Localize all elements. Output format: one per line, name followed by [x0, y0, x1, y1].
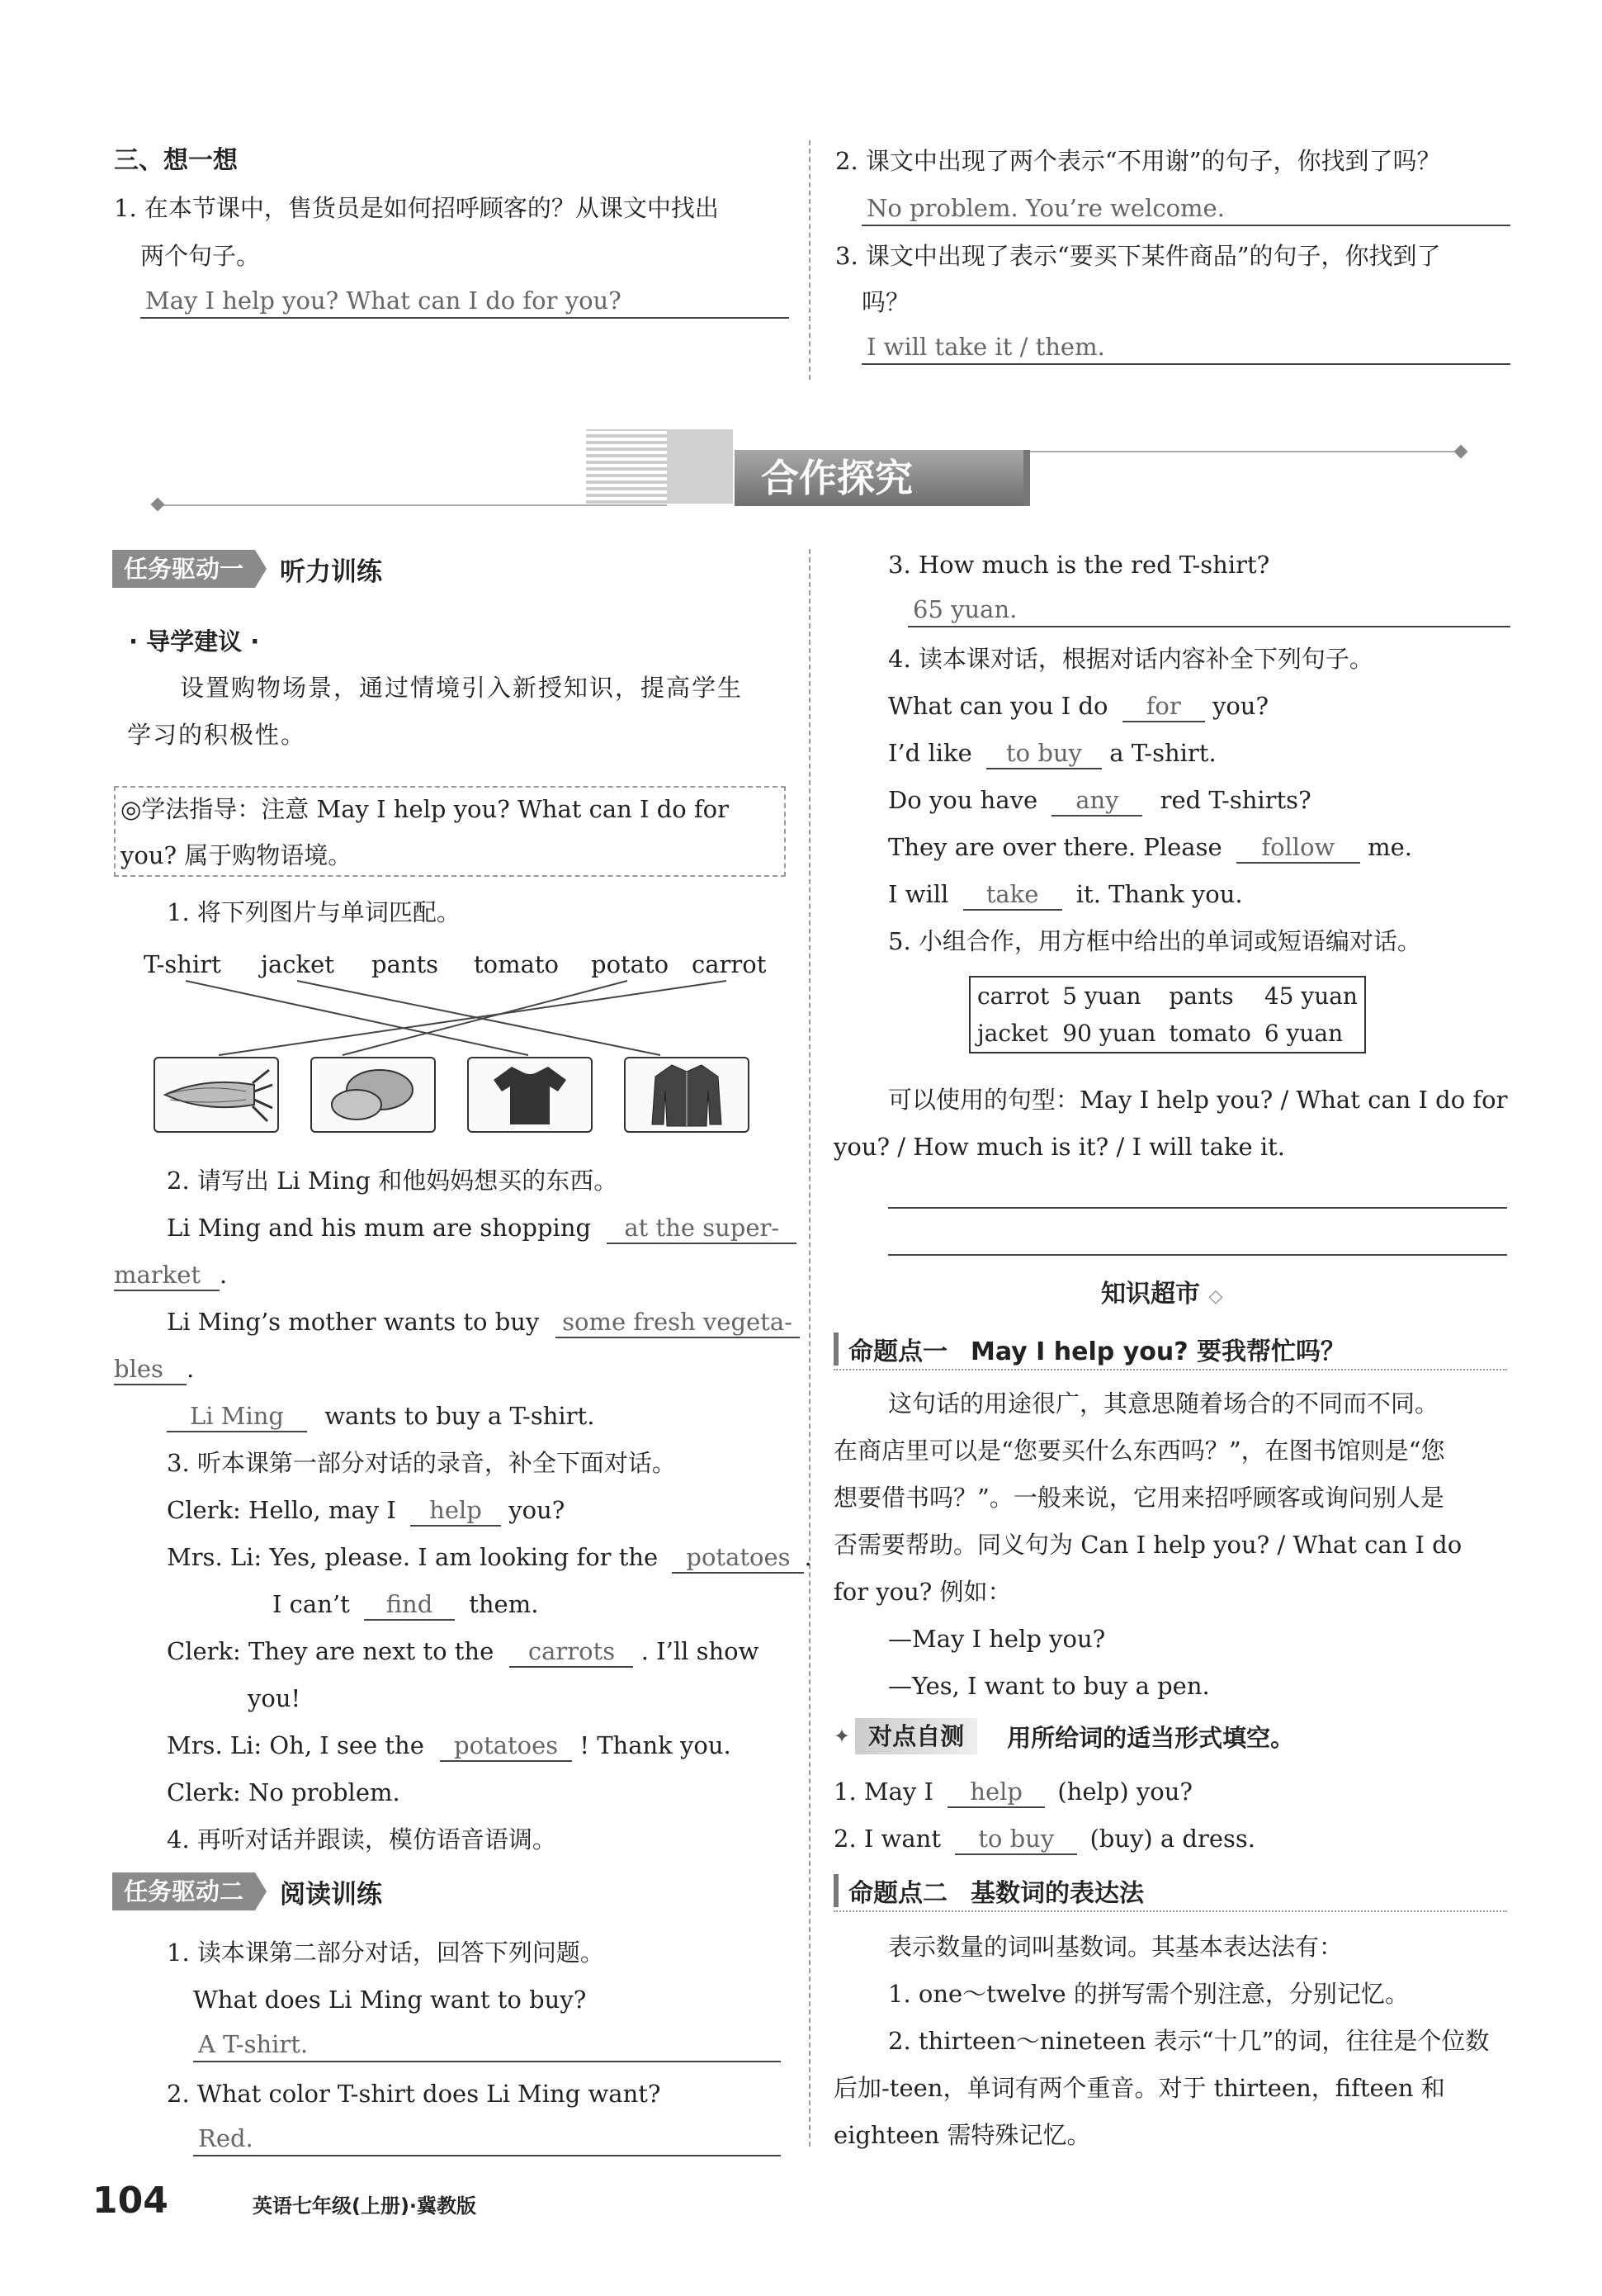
word-tshirt: T-shirt — [144, 950, 221, 978]
page-number: 104 — [92, 2180, 168, 2222]
answer-blank: to buy — [955, 1824, 1077, 1855]
answer-blank: find — [364, 1589, 455, 1621]
writing-line — [888, 1254, 1507, 1256]
kp1-paragraph: for you? 例如： — [834, 1578, 1012, 1606]
dialogue-text: . I’ll show — [640, 1637, 759, 1665]
dialogue-text: Mrs. Li: Yes, please. I am looking for the — [167, 1543, 659, 1571]
word-box-cell: carrot — [977, 982, 1050, 1010]
carrot-icon — [155, 1058, 277, 1131]
check-title: 用所给词的适当形式填空。 — [1007, 1723, 1295, 1752]
question-2: 2. 课文中出现了两个表示“不用谢”的句子，你找到了吗？ — [835, 147, 1441, 175]
sentence-text: Li Ming’s mother wants to buy — [167, 1308, 540, 1336]
check-text: (buy) a dress. — [1089, 1825, 1256, 1853]
fill-text: me. — [1368, 833, 1412, 861]
method-text-2: you? 属于购物语境。 — [121, 841, 352, 869]
reading-a2: Red. — [193, 2122, 781, 2156]
dialogue-line-1 — [167, 1494, 565, 1527]
group-question: 5. 小组合作，用方框中给出的单词或短语编对话。 — [888, 927, 1421, 955]
dialogue-text: ! Thank you. — [579, 1731, 731, 1759]
patterns-line-1: 可以使用的句型：May I help you? / What can I do for — [888, 1086, 1508, 1114]
shopping-question: 2. 请写出 Li Ming 和他妈妈想买的东西。 — [167, 1167, 618, 1195]
tshirt-image — [467, 1057, 593, 1133]
answer-blank: potatoes — [672, 1542, 804, 1574]
word-box-cell: pants — [1169, 982, 1234, 1010]
word-box — [969, 976, 1366, 1053]
kp1-header — [834, 1329, 1507, 1370]
kp1-paragraph: 想要借书吗？”。一般来说，它用来招呼顾客或询问别人是 — [834, 1484, 1444, 1512]
check-text: 2. I want — [834, 1825, 942, 1853]
kp1-text: May I help you? 要我帮忙吗？ — [971, 1337, 1346, 1366]
kp2-paragraph: eighteen 需特殊记忆。 — [834, 2121, 1091, 2149]
answer-blank: some fresh vegeta- — [555, 1307, 800, 1338]
fill-line-5 — [888, 878, 1243, 911]
answer-blank: follow — [1236, 832, 1360, 864]
kp1-paragraph: 这句话的用途很广，其意思随着场合的不同而不同。 — [888, 1389, 1439, 1418]
word-potato: potato — [591, 950, 669, 978]
word-box-cell: 90 yuan — [1062, 1020, 1156, 1047]
task2-title: 阅读训练 — [280, 1879, 383, 1910]
guide-text-2: 学习的积极性。 — [127, 721, 307, 749]
question-1-cont: 两个句子。 — [140, 242, 261, 270]
dialogue-line-5 — [167, 1729, 731, 1762]
fill-line-4 — [888, 831, 1412, 864]
reading-question: 1. 读本课第二部分对话，回答下列问题。 — [167, 1939, 604, 1967]
fill-text: red T-shirts? — [1160, 786, 1311, 814]
dialogue-line-3 — [272, 1588, 538, 1621]
dialogue-text: I can’t — [272, 1590, 350, 1618]
book-title: 英语七年级(上册)·冀教版 — [253, 2194, 477, 2218]
dialogue-question: 3. 听本课第一部分对话的录音，补全下面对话。 — [167, 1449, 676, 1477]
kp2-paragraph: 后加-teen，单词有两个重音。对于 thirteen，fifteen 和 — [834, 2074, 1445, 2102]
answer-blank: help — [947, 1777, 1045, 1808]
dialogue-text: them. — [469, 1590, 539, 1618]
fill-text: They are over there. Please — [888, 833, 1222, 861]
fill-text: you? — [1212, 692, 1269, 720]
dialogue-text: Mrs. Li: Oh, I see the — [167, 1731, 424, 1759]
dialogue-line-2: Mrs. Li: Yes, please. I am looking for the potatoes . — [167, 1541, 812, 1574]
answer-3: I will take it / them. — [862, 330, 1510, 365]
kp1-paragraph: 否需要帮助。同义句为 Can I help you? / What can I do — [834, 1531, 1463, 1559]
kp2-paragraph: 表示数量的词叫基数词。其基本表达法有： — [888, 1933, 1344, 1961]
word-carrot: carrot — [692, 950, 767, 978]
word-box-cell: 45 yuan — [1264, 982, 1358, 1010]
diamond-icon: ◇ — [1208, 1286, 1223, 1307]
method-text-1: ◎学法指导：注意 May I help you? What can I do for — [121, 795, 730, 823]
arrow-icon — [255, 1872, 267, 1910]
potato-icon — [312, 1058, 434, 1131]
answer-blank: to buy — [986, 738, 1102, 769]
knowledge-title-text: 知识超市 — [1101, 1280, 1200, 1309]
kp2-text: 基数词的表达法 — [971, 1879, 1144, 1908]
fill-line-3 — [888, 783, 1311, 817]
match-question: 1. 将下列图片与单词匹配。 — [167, 898, 461, 926]
dialogue-line-6: Clerk: No problem. — [167, 1778, 400, 1806]
kp2-paragraph: 2. thirteen～nineteen 表示“十几”的词，往往是个位数 — [888, 2027, 1490, 2055]
fill-text: it. Thank you. — [1075, 880, 1243, 908]
shopping-line-2 — [167, 1305, 800, 1338]
question-3: 3. 课文中出现了表示“要买下某件商品”的句子，你找到了 — [835, 242, 1441, 270]
writing-line — [888, 1207, 1507, 1209]
dialogue-line-4 — [167, 1635, 758, 1668]
fill-text: I’d like — [888, 739, 972, 767]
tshirt-icon — [469, 1058, 591, 1131]
question-3-cont: 吗？ — [862, 288, 910, 316]
answer-blank: market — [114, 1260, 220, 1291]
kp1-label: 命题点一 — [848, 1337, 947, 1366]
kp-bar — [834, 1874, 839, 1907]
jacket-icon — [626, 1058, 748, 1131]
word-box-cell: 6 yuan — [1264, 1020, 1344, 1047]
reading-q3: 3. How much is the red T-shirt? — [888, 551, 1270, 579]
fill-text: Do you have — [888, 786, 1038, 814]
repeat-instruction: 4. 再听对话并跟读，模仿语音语调。 — [167, 1825, 556, 1853]
kp2-paragraph: 1. one～twelve 的拼写需个别注意，分别记忆。 — [888, 1980, 1409, 2008]
word-tomato: tomato — [474, 950, 560, 978]
shopping-line-2b: bles . — [114, 1352, 194, 1385]
reading-q2: 2. What color T-shirt does Li Ming want? — [167, 2080, 661, 2108]
sentence-text: Li Ming and his mum are shopping — [167, 1214, 592, 1242]
answer-blank: take — [963, 879, 1062, 911]
task1-tag: 任务驱动一 — [112, 550, 255, 588]
fill-text: a T-shirt. — [1109, 739, 1217, 767]
carrot-image — [154, 1057, 279, 1133]
word-box-cell: tomato — [1169, 1020, 1251, 1047]
banner-title: 合作探究 — [735, 450, 1023, 506]
dialogue-line-4b: you! — [248, 1684, 301, 1712]
guide-text-1: 设置购物场景，通过情境引入新授知识，提高学生 — [180, 674, 744, 702]
potato-image — [310, 1057, 436, 1133]
section-heading: 三、想一想 — [114, 146, 238, 175]
reading-q1: What does Li Ming want to buy? — [193, 1986, 587, 2014]
answer-blank: Li Ming — [167, 1401, 307, 1432]
star-icon: ✦ — [834, 1725, 851, 1748]
reading-a1: A T-shirt. — [193, 2028, 781, 2062]
word-box-cell: 5 yuan — [1062, 982, 1141, 1010]
check-header — [834, 1717, 1294, 1755]
word-pants: pants — [371, 950, 439, 978]
fill-line-1 — [888, 689, 1269, 722]
fill-question: 4. 读本课对话，根据对话内容补全下列句子。 — [888, 645, 1373, 673]
task2-tag: 任务驱动二 — [112, 1872, 255, 1910]
answer-blank: bles — [114, 1354, 187, 1385]
reading-a3: 65 yuan. — [908, 593, 1510, 627]
sentence-text: wants to buy a T-shirt. — [324, 1402, 595, 1430]
fill-text: I will — [888, 880, 949, 908]
check-line-1 — [834, 1775, 1193, 1808]
jacket-image — [624, 1057, 749, 1133]
word-jacket: jacket — [261, 950, 334, 978]
shopping-line-1 — [167, 1211, 796, 1244]
answer-blank: potatoes — [440, 1730, 572, 1762]
guide-title: · 导学建议 · — [129, 627, 260, 656]
kp2-header — [834, 1871, 1507, 1912]
kp-bar — [834, 1333, 839, 1366]
answer-blank: at the super- — [607, 1213, 796, 1244]
fill-line-2 — [888, 736, 1217, 769]
check-line-2 — [834, 1822, 1255, 1855]
answer-2: No problem. You’re welcome. — [862, 192, 1510, 226]
kp1-example: —May I help you? — [888, 1625, 1106, 1653]
kp1-example: —Yes, I want to buy a pen. — [888, 1672, 1210, 1700]
check-text: 1. May I — [834, 1778, 933, 1806]
dialogue-text: Clerk: Hello, may I — [167, 1496, 396, 1524]
answer-1: May I help you? What can I do for you? — [140, 284, 789, 319]
question-1: 1. 在本节课中，售货员是如何招呼顾客的？从课文中找出 — [114, 194, 719, 222]
dialogue-text: you? — [508, 1496, 565, 1524]
answer-blank: carrots — [509, 1636, 633, 1668]
kp2-label: 命题点二 — [848, 1879, 947, 1908]
answer-blank: help — [410, 1495, 501, 1527]
patterns-line-2: you? / How much is it? / I will take it. — [834, 1133, 1286, 1161]
check-text: (help) you? — [1057, 1778, 1193, 1806]
task1-title: 听力训练 — [280, 556, 383, 587]
shopping-line-1b: market . — [114, 1258, 227, 1291]
kp1-paragraph: 在商店里可以是“您要买什么东西吗？”，在图书馆则是“您 — [834, 1437, 1445, 1465]
fill-text: What can you I do — [888, 692, 1108, 720]
dialogue-text: Clerk: They are next to the — [167, 1637, 494, 1665]
task2-header — [112, 1872, 382, 1910]
word-box-cell: jacket — [977, 1020, 1048, 1047]
answer-blank: for — [1122, 691, 1205, 722]
check-tag: 对点自测 — [855, 1718, 977, 1754]
knowledge-title — [1101, 1278, 1222, 1314]
shopping-line-3 — [167, 1399, 594, 1432]
answer-blank: any — [1051, 785, 1142, 817]
